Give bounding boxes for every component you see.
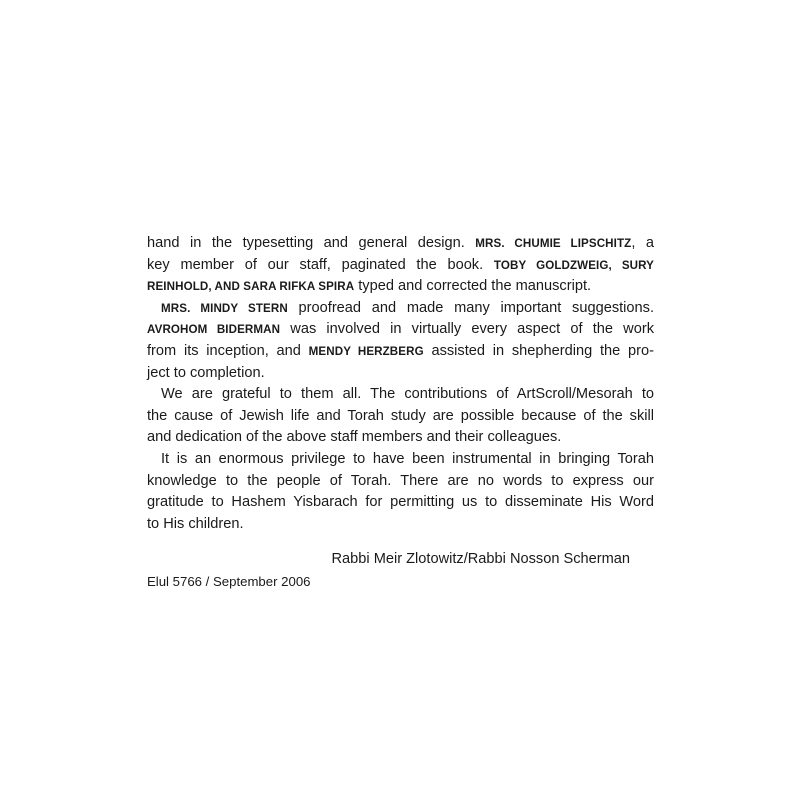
text-line [147, 514, 654, 536]
text-line [147, 363, 654, 385]
text-segment: to His children. [147, 515, 244, 532]
text-line [147, 427, 654, 449]
staff-name: MRS. MINDY STERN [161, 301, 288, 315]
text-segment: key member of our staff, paginated the book. [147, 256, 494, 273]
staff-name: MENDY HERZBERG [308, 344, 424, 358]
text-segment: We are grateful to them all. The contributions of ArtScroll/Mesorah to [161, 386, 654, 403]
acknowledgments-body [147, 233, 654, 535]
text-segment: gratitude to Hashem Yisbarach for permitting us to disseminate His Word [147, 494, 654, 511]
text-line [147, 233, 654, 255]
text-segment: and dedication of the above staff members and their colleagues. [147, 429, 562, 446]
text-segment: ject to completion. [147, 364, 265, 381]
text-segment: knowledge to the people of Torah. There are no words to express our [147, 472, 654, 489]
text-line [147, 341, 654, 363]
text-segment: assisted in shepherding the pro- [423, 342, 654, 359]
staff-name: REINHOLD, AND SARA RIFKA SPIRA [147, 280, 355, 294]
staff-name: TOBY GOLDZWEIG, SURY [493, 258, 654, 272]
text-segment: was involved in virtually every aspect of the work [280, 321, 654, 338]
text-segment: It is an enormous privilege to have been instrumental in bringing Torah [161, 450, 654, 467]
text-line [147, 298, 654, 320]
text-line [147, 276, 654, 298]
text-segment: hand in the typesetting and general design. [147, 235, 476, 251]
text-segment: typed and corrected the manuscript. [354, 278, 592, 295]
text-line [147, 471, 654, 493]
text-line [147, 492, 654, 514]
text-line [147, 406, 654, 428]
text-line [147, 449, 654, 471]
text-segment: from its inception, and [147, 342, 309, 359]
text-line [147, 255, 654, 277]
text-line [147, 384, 654, 406]
date-line: Elul 5766 / September 2006 [147, 574, 311, 589]
text-segment: the cause of Jewish life and Torah study are possible because of the skill [147, 407, 654, 424]
staff-name: AVROHOM BIDERMAN [147, 323, 281, 337]
text-segment: proofread and made many important suggestions. [287, 299, 654, 316]
staff-name: MRS. CHUMIE LIPSCHITZ [475, 237, 632, 250]
signature: Rabbi Meir Zlotowitz/Rabbi Nosson Scherman [331, 551, 630, 567]
text-line [147, 319, 654, 341]
text-segment: , a [631, 235, 654, 251]
